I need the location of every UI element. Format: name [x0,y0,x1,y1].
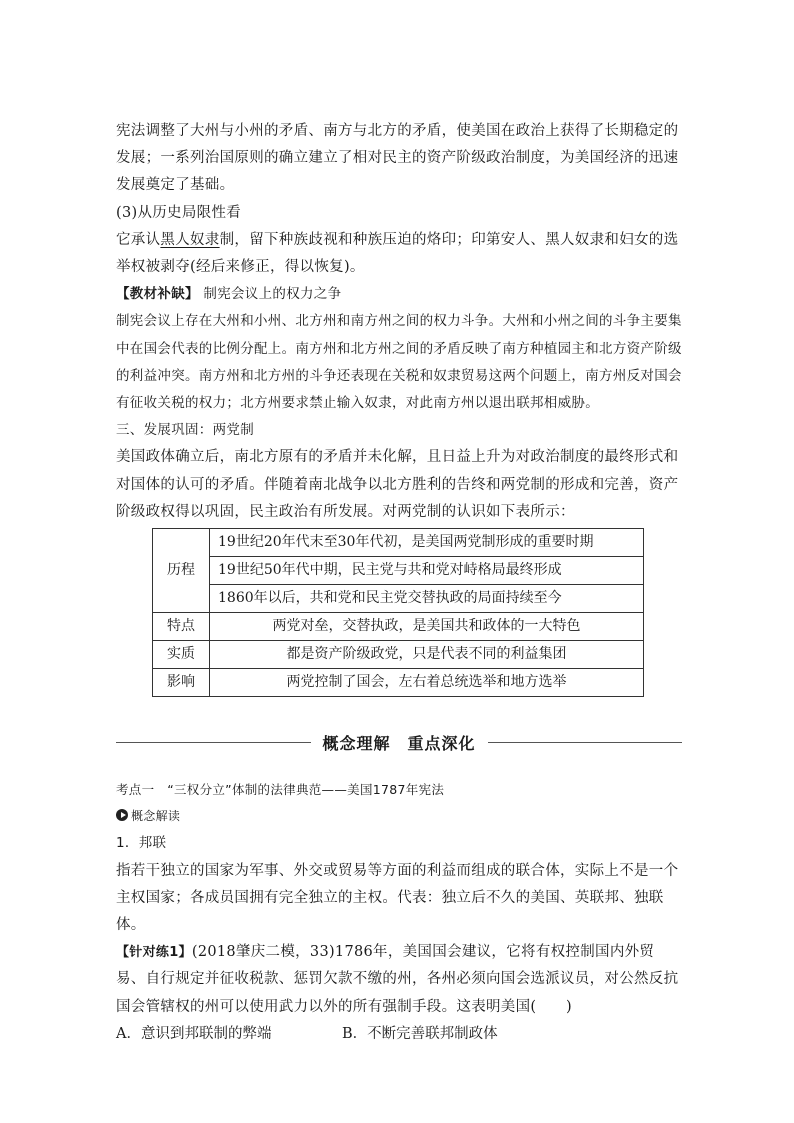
section3-title: 三、发展巩固：两党制 [116,422,254,439]
two-party-table [152,528,644,697]
essence-text: 都是资产阶级政党，只是代表不同的利益集团 [210,641,644,669]
item1-body: 指若干独立的国家为军事、外交或贸易等方面的利益而组成的联合体，实际上不是一个主权国家；各成员国拥有完全独立的主权。代表：独立后不久的美国、英联邦、独联体。 [116,862,679,934]
concept-label-line [116,803,682,830]
supplement-tag: 【教材补缺】 [116,286,199,303]
divider-line-left [116,742,311,743]
impact-text: 两党控制了国会，左右着总统选举和地方选举 [210,669,644,697]
impact-label: 影响 [153,669,210,697]
history-row-3: 1860年以后，共和党和民主党交替执政的局面持续至今 [210,585,644,613]
table-row [153,557,644,585]
history-row-2: 19世纪50年代中期，民主党与共和党对峙格局最终形成 [210,557,644,585]
table-row [153,613,644,641]
feature-text: 两党对垒，交替执政，是美国共和政体的一大特色 [210,613,644,641]
divider-line-right [488,742,683,743]
practice-body: (2018肇庆二模，33)1786年，美国国会建议，它将有权控制国内外贸易、自行规定并征收税款、惩罚欠款不缴的州，各州必须向国会选派议员，对公然反抗国会管辖权的州可以使用武力以外的所有强制手段。这表明美国( ) [116,944,679,1015]
text-pre: 它承认 [116,231,161,248]
item1-title: 1．邦联 [116,835,167,852]
concept-label: 概念解读 [131,809,181,824]
text-post: 制，留下种族歧视和种族压迫的烙印；印第安人、黑人奴隶和妇女的选举权被剥夺(经后来修正，得以恢复)。 [116,231,679,276]
divider-title: 概念理解 重点深化 [322,734,476,754]
supplement-heading [116,281,682,308]
heading-historical-limitation: (3)从历史局限性看 [116,204,242,221]
feature-label: 特点 [153,613,210,641]
kaodian-title: 考点一 “三权分立”体制的法律典范——美国1787年宪法 [116,782,445,798]
option-b[interactable]: B．不断完善联邦制政体 [342,1025,498,1042]
practice-tag: 【针对练1】 [116,945,192,961]
section-divider [116,731,682,754]
table-row [153,529,644,557]
underlined-term: 黑人奴隶 [160,231,220,248]
section3-body: 美国政体确立后，南北方原有的矛盾并未化解，且日益上升为对政治制度的最终形式和对国体的认可的矛盾。伴随着南北战争以北方胜利的告终和两党制的形成和完善，资产阶级政权得以巩固，民主政治有所发展。对两党制的认识如下表所示： [116,449,679,520]
answer-options [116,1021,682,1048]
table-row [153,641,644,669]
play-circle-icon [116,809,128,821]
option-a[interactable]: A．意识到邦联制的弊端 [116,1025,272,1042]
paragraph-limitation [116,227,682,281]
practice-question [116,939,682,1021]
table-row [153,669,644,697]
essence-label: 实质 [153,641,210,669]
history-row-1: 19世纪20年代末至30年代初，是美国两党制形成的重要时期 [210,529,644,557]
table-row [153,585,644,613]
supplement-title: 制宪会议上的权力之争 [203,286,342,303]
document-page [116,118,682,1048]
supplement-body: 制宪会议上存在大州和小州、北方州和南方州之间的权力斗争。大州和小州之间的斗争主要集中在国会代表的比例分配上。南方州和北方州之间的矛盾反映了南方种植园主和北方资产阶级的利益冲突。南方州和北方州的斗争还表现在关税和奴隶贸易这两个问题上，南方州反对国会有征收关税的权力；北方州要求禁止输入奴隶，对此南方州以退出联邦相威胁。 [116,313,682,412]
history-label: 历程 [153,529,210,613]
paragraph-constitution-effect: 宪法调整了大州与小州的矛盾、南方与北方的矛盾，使美国在政治上获得了长期稳定的发展；一系列治国原则的确立建立了相对民主的资产阶级政治制度，为美国经济的迅速发展奠定了基础。 [116,123,679,194]
